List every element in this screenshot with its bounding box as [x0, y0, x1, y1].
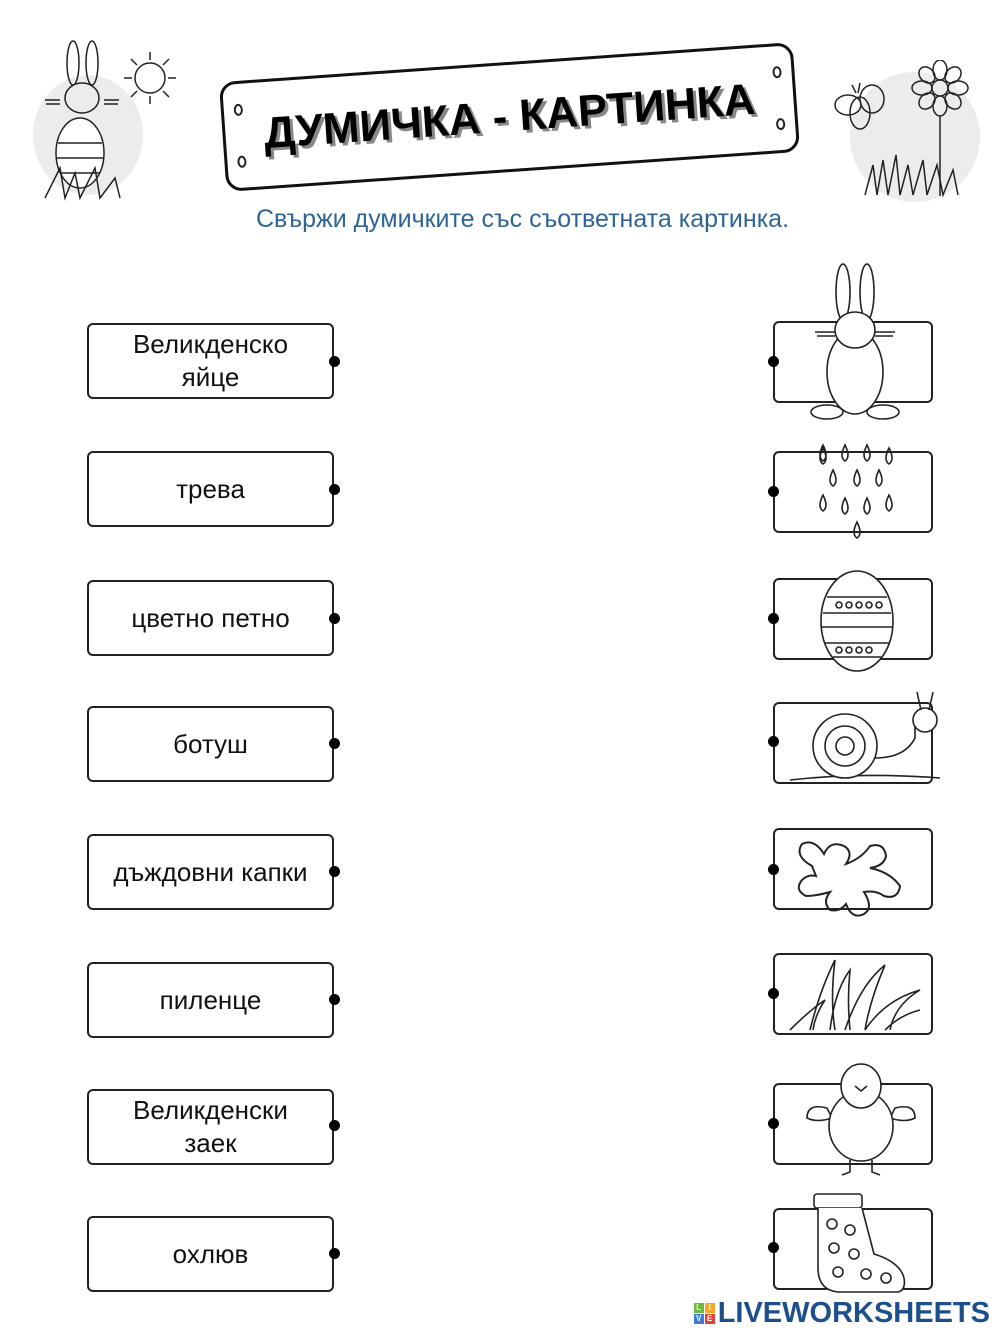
connector-dot-right[interactable]: [768, 988, 779, 999]
connector-dot-right[interactable]: [768, 864, 779, 875]
connector-dot-left[interactable]: [329, 356, 340, 367]
connector-dot-left[interactable]: [329, 1248, 340, 1259]
word-box[interactable]: [87, 323, 334, 399]
word-label: трева: [176, 473, 245, 504]
page-title: ДУМИЧКА - КАРТИНКА: [262, 74, 757, 159]
liveworksheets-logo: [694, 1297, 990, 1330]
chick-icon: [805, 1058, 917, 1178]
word-label: Великденски заек: [133, 1095, 288, 1158]
connector-dot-left[interactable]: [329, 1120, 340, 1131]
connector-dot-left[interactable]: [329, 484, 340, 495]
connector-dot-right[interactable]: [768, 1242, 779, 1253]
grass-icon: [785, 955, 925, 1033]
flower-grass-icon: [860, 60, 985, 200]
word-label: цветно петно: [131, 602, 290, 633]
word-box[interactable]: [87, 706, 334, 782]
connector-dot-right[interactable]: [768, 356, 779, 367]
logo-text: LIVEWORKSHEETS: [717, 1297, 990, 1329]
connector-dot-right[interactable]: [768, 1118, 779, 1129]
connector-dot-left[interactable]: [329, 994, 340, 1005]
connector-dot-right[interactable]: [768, 486, 779, 497]
snail-icon: [785, 688, 945, 788]
word-label: ботуш: [173, 728, 248, 759]
connector-dot-left[interactable]: [329, 613, 340, 624]
connector-dot-left[interactable]: [329, 738, 340, 749]
connector-dot-right[interactable]: [768, 613, 779, 624]
word-box[interactable]: [87, 834, 334, 910]
instruction-text: Свържи думичките със съответната картинка.: [255, 205, 790, 233]
word-label: пиленце: [159, 984, 262, 1015]
bunny-icon: [805, 262, 905, 422]
paint-splash-icon: [792, 838, 914, 920]
word-box[interactable]: [87, 1089, 334, 1165]
boot-icon: [808, 1190, 908, 1302]
word-box[interactable]: [87, 580, 334, 656]
word-box[interactable]: [87, 451, 334, 527]
easter-egg-icon: [815, 565, 900, 675]
sun-icon: [122, 50, 178, 106]
word-box[interactable]: [87, 1216, 334, 1292]
logo-squares: L I V E: [694, 1303, 715, 1324]
connector-dot-right[interactable]: [768, 736, 779, 747]
word-label: Великденско яйце: [132, 329, 289, 392]
connector-dot-left[interactable]: [329, 866, 340, 877]
word-box[interactable]: [87, 962, 334, 1038]
word-label: дъждовни капки: [113, 856, 308, 887]
title-banner: [219, 42, 800, 192]
raindrops-icon: [815, 440, 900, 545]
word-label: охлюв: [172, 1238, 249, 1269]
